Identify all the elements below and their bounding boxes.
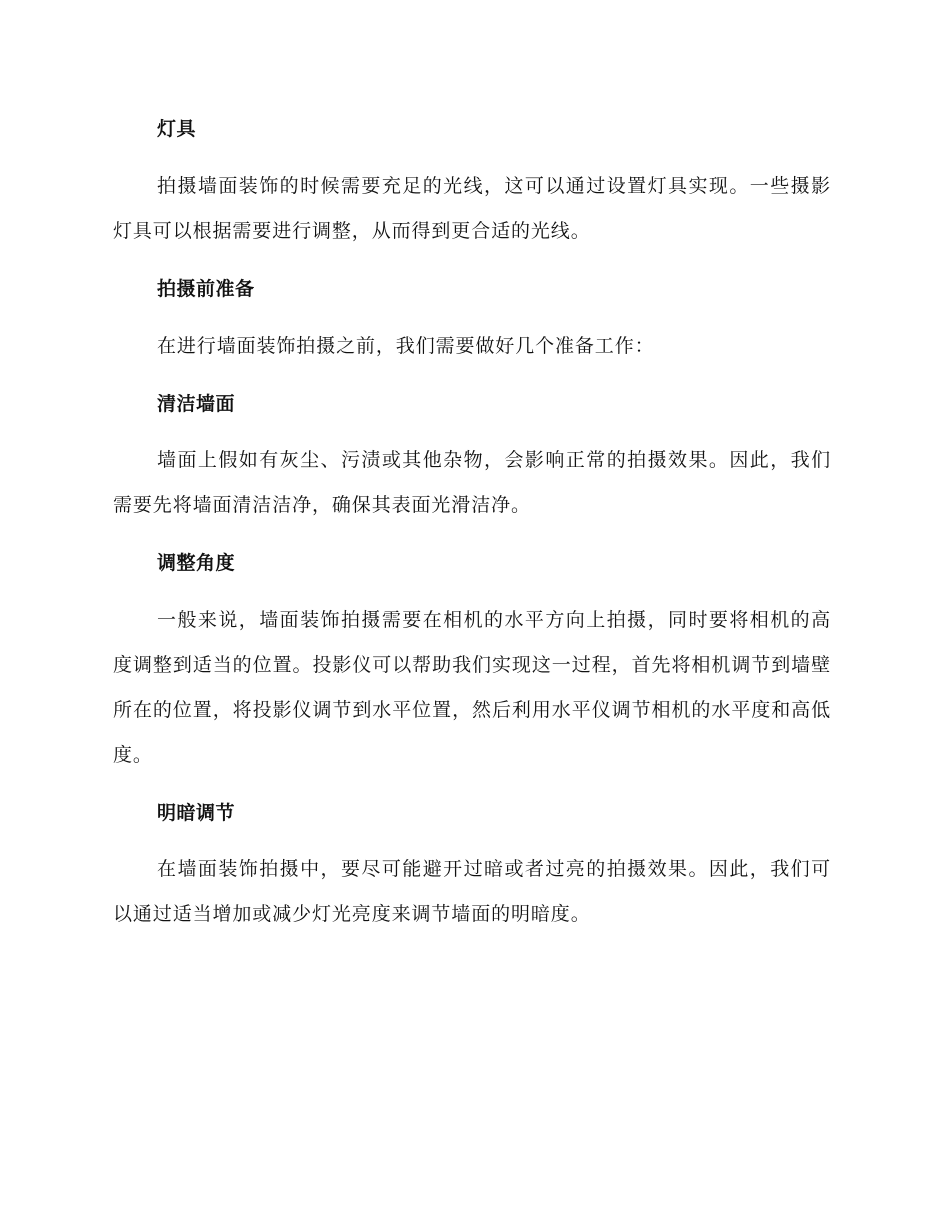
section-heading-preparation: 拍摄前准备 <box>157 278 255 300</box>
section-paragraph-adjust-angle: 一般来说，墙面装饰拍摄需要在相机的水平方向上拍摄，同时要将相机的高度调整到适当的位置。投影仪可以帮助我们实现这一过程，首先将相机调节到墙壁所在的位置，将投影仪调节到水平位置，然后利用水平仪调节相机的水平度和高低度。 <box>113 609 831 766</box>
section-paragraph-lamps: 拍摄墙面装饰的时候需要充足的光线，这可以通过设置灯具实现。一些摄影灯具可以根据需要进行调整，从而得到更合适的光线。 <box>113 175 831 242</box>
section-paragraph-brightness: 在墙面装饰拍摄中，要尽可能避开过暗或者过亮的拍摄效果。因此，我们可以通过适当增加或减少灯光亮度来调节墙面的明暗度。 <box>113 858 831 925</box>
section-heading-adjust-angle: 调整角度 <box>157 552 236 574</box>
section-heading-brightness: 明暗调节 <box>157 802 236 824</box>
section-heading-clean-wall: 清洁墙面 <box>157 393 236 415</box>
section-paragraph-preparation: 在进行墙面装饰拍摄之前，我们需要做好几个准备工作： <box>157 335 655 357</box>
section-heading-lamps: 灯具 <box>157 118 197 140</box>
section-paragraph-clean-wall: 墙面上假如有灰尘、污渍或其他杂物，会影响正常的拍摄效果。因此，我们需要先将墙面清洁洁净，确保其表面光滑洁净。 <box>113 449 831 516</box>
